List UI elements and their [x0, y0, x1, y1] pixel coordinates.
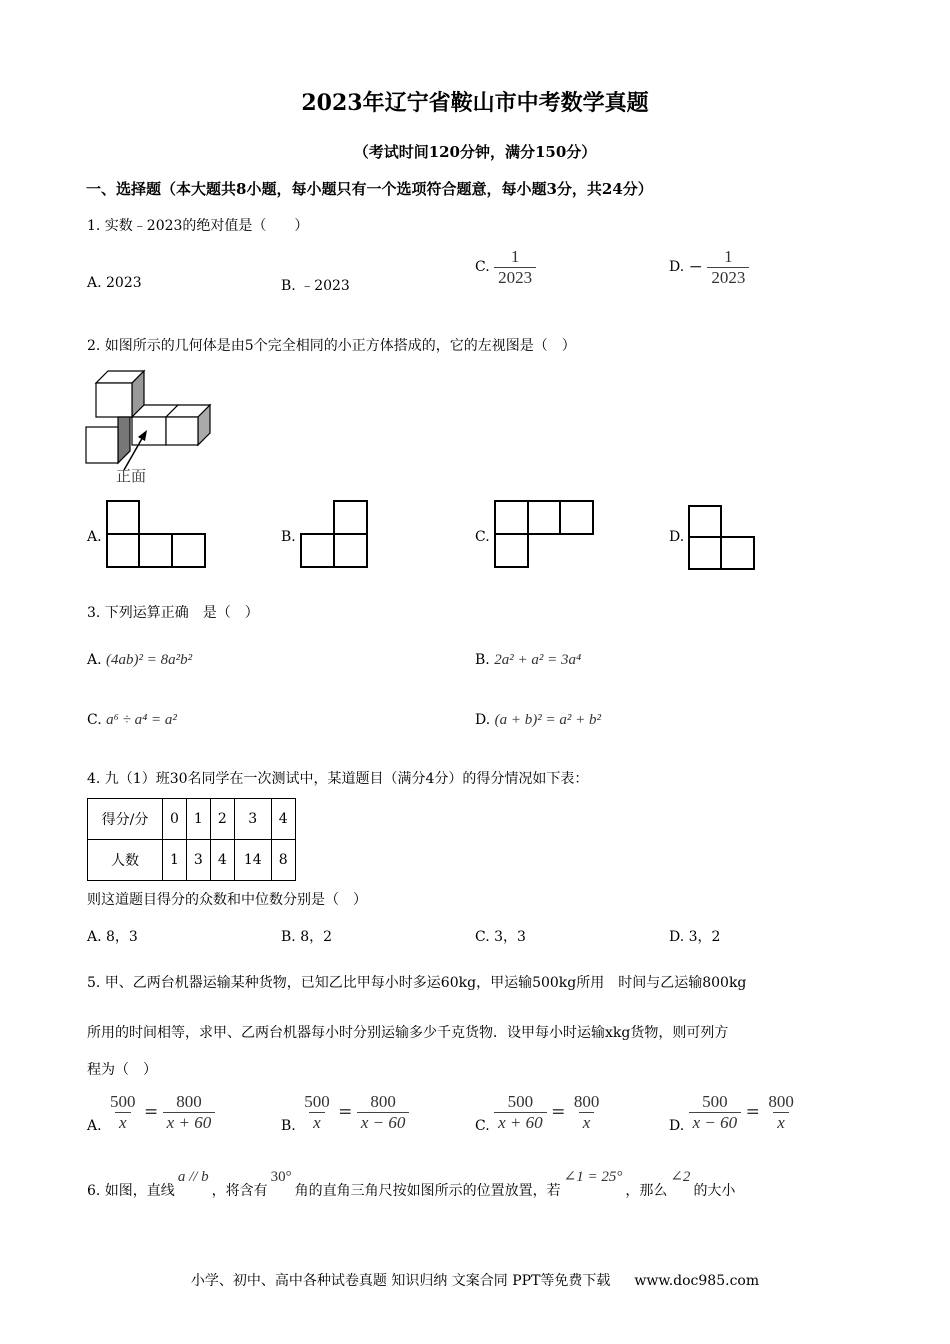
- q1-option-a: A. 2023: [87, 275, 142, 291]
- q2-option-d-figure: [688, 505, 758, 571]
- section-heading: 一、选择题（本大题共8小题，每小题只有一个选项符合题意，每小题3分，共24分）: [86, 180, 653, 198]
- table-cell: 4: [271, 799, 295, 840]
- q4-follow: 则这道题目得分的众数和中位数分别是（ ）: [87, 892, 367, 908]
- q3-option-c: C. a⁶ ÷ a⁴ = a²: [87, 712, 177, 728]
- q5-option-c: C. $\frac{500}{x + 60}$ = $\frac{800}{x}$: [475, 1092, 600, 1135]
- q3-stem: 3. 下列运算正确 是（ ）: [87, 605, 259, 621]
- q4-stem: 4. 九（1）班30名同学在一次测试中，某道题目（满分4分）的得分情况如下表：: [87, 771, 589, 787]
- front-view-label: 正面: [116, 467, 147, 485]
- q2-option-b-figure: [300, 500, 370, 570]
- table-cell: 1: [186, 799, 210, 840]
- table-cell: 14: [234, 840, 271, 881]
- q4-option-d: D. 3，2: [669, 929, 721, 945]
- q2-option-b-label: B.: [281, 529, 296, 545]
- table-cell: 0: [163, 799, 187, 840]
- q2-option-d-label: D.: [669, 529, 685, 545]
- table-row: [88, 840, 296, 881]
- page-title: 2023年辽宁省鞍山市中考数学真题: [301, 90, 649, 116]
- q4-option-a: A. 8，3: [87, 929, 138, 945]
- q6-stem: 6. 如图，直线a // b，将含有30°角的直角三角尺按如图所示的位置放置，若∠1 = 25°，那么∠2的大小: [87, 1169, 736, 1199]
- q5-option-b: B. $\frac{500}{x}$ = $\frac{800}{x - 60}$: [281, 1092, 409, 1134]
- q5-line1: 5. 甲、乙两台机器运输某种货物，已知乙比甲每小时多运60kg，甲运输500kg所用 时间与乙运输800kg: [87, 975, 747, 991]
- cube-figure: [84, 365, 219, 490]
- q1-stem: 1. 实数﹣2023的绝对值是（ ）: [87, 218, 309, 234]
- table-cell: 8: [271, 840, 295, 881]
- q5-option-a: A. $\frac{500}{x}$ = $\frac{800}{x + 60}$: [87, 1092, 215, 1134]
- table-cell: 4: [210, 840, 234, 881]
- q1-option-c: C. $\frac{1}{2023}$: [475, 247, 536, 287]
- q3-option-d: D. (a + b)² = a² + b²: [475, 712, 601, 728]
- q3-option-b: B. 2a² + a² = 3a⁴: [475, 652, 582, 668]
- q4-option-c: C. 3，3: [475, 929, 526, 945]
- table-cell: 3: [186, 840, 210, 881]
- footer-text: 小学、初中、高中各种试卷真题 知识归纳 文案合同 PPT等免费下载: [190, 1273, 611, 1289]
- q5-line3: 程为（ ）: [87, 1062, 157, 1078]
- q4-option-b: B. 8，2: [281, 929, 333, 945]
- q3-option-a: A. (4ab)² = 8a²b²: [87, 652, 193, 668]
- table-row: [88, 799, 296, 840]
- q2-option-c-label: C.: [475, 529, 490, 545]
- footer: [0, 1270, 950, 1290]
- footer-url[interactable]: www.doc985.com: [634, 1273, 760, 1289]
- q1-option-d: D. − $\frac{1}{2023}$: [669, 247, 749, 287]
- table-cell: 2: [210, 799, 234, 840]
- q5-line2: 所用的时间相等，求甲、乙两台机器每小时分别运输多少千克货物．设甲每小时运输xkg货物，则可列方: [87, 1025, 729, 1041]
- table-cell: 1: [163, 840, 187, 881]
- q2-stem: 2. 如图所示的几何体是由5个完全相同的小正方体搭成的，它的左视图是（ ）: [87, 338, 576, 354]
- table-cell: 得分/分: [88, 799, 163, 840]
- q2-option-a-figure: [106, 500, 208, 570]
- q2-option-a-label: A.: [87, 529, 102, 545]
- q1-option-b: B. ﹣2023: [281, 278, 350, 294]
- table-cell: 3: [234, 799, 271, 840]
- q5-option-d: D. $\frac{500}{x - 60}$ = $\frac{800}{x}$: [669, 1092, 794, 1135]
- exam-info: （考试时间120分钟，满分150分）: [353, 143, 597, 161]
- table-cell: 人数: [88, 840, 163, 881]
- q2-option-c-figure: [494, 500, 596, 570]
- score-table: [87, 798, 296, 881]
